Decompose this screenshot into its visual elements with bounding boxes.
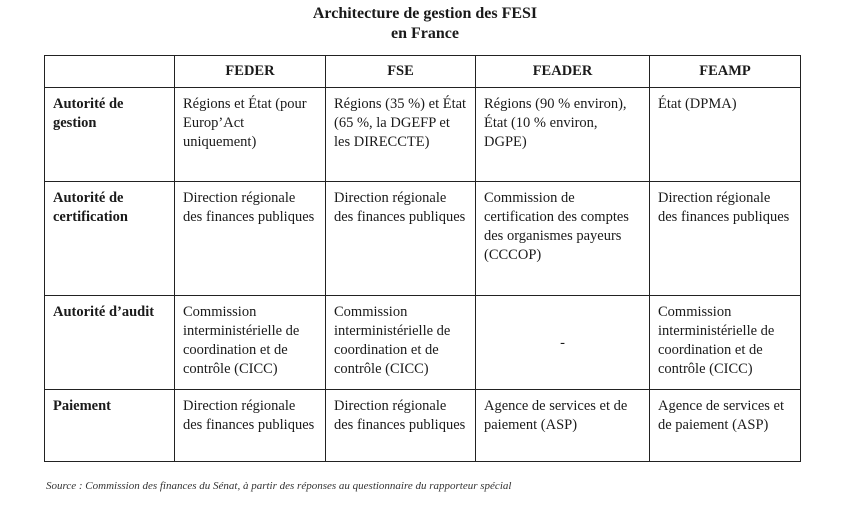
table-row-autorite-gestion bbox=[45, 88, 801, 182]
table-cell: Commission interministérielle de coordination et de contrôle (CICC) bbox=[326, 296, 476, 390]
table-cell: Commission interministérielle de coordination et de contrôle (CICC) bbox=[650, 296, 801, 390]
table-header-row bbox=[45, 56, 801, 88]
title-line-1: Architecture de gestion des FESI bbox=[312, 5, 538, 22]
table-row-paiement bbox=[45, 390, 801, 462]
table-cell: Direction régionale des finances publiques bbox=[650, 182, 801, 296]
table-cell: Direction régionale des finances publiques bbox=[175, 390, 326, 462]
row-label: Autorité d’audit bbox=[45, 296, 175, 390]
row-label: Autorité de gestion bbox=[45, 88, 175, 182]
table-cell: Commission de certification des comptes des organismes payeurs (CCCOP) bbox=[476, 182, 650, 296]
table-cell: Direction régionale des finances publiques bbox=[326, 182, 476, 296]
header-empty-cell bbox=[45, 56, 175, 88]
table-row-autorite-certification bbox=[45, 182, 801, 296]
table-cell: Agence de services et de paiement (ASP) bbox=[650, 390, 801, 462]
header-feder: FEDER bbox=[175, 56, 326, 88]
table-cell: Commission interministérielle de coordination et de contrôle (CICC) bbox=[175, 296, 326, 390]
table-row-autorite-audit bbox=[45, 296, 801, 390]
row-label: Paiement bbox=[45, 390, 175, 462]
table-cell: Régions (35 %) et État (65 %, la DGEFP et les DIRECCTE) bbox=[326, 88, 476, 182]
table-cell: Régions (90 % environ), État (10 % environ, DGPE) bbox=[476, 88, 650, 182]
source-note: Source : Commission des finances du Sénat, à partir des réponses au questionnaire du rapporteur spécial bbox=[46, 480, 512, 492]
title-line-2: en France bbox=[391, 25, 459, 42]
header-fse: FSE bbox=[326, 56, 476, 88]
document-title bbox=[0, 4, 850, 44]
table-cell-empty: - bbox=[476, 296, 650, 390]
table-cell: Direction régionale des finances publiques bbox=[326, 390, 476, 462]
header-feamp: FEAMP bbox=[650, 56, 801, 88]
table-cell: Agence de services et de paiement (ASP) bbox=[476, 390, 650, 462]
table-cell: Direction régionale des finances publiques bbox=[175, 182, 326, 296]
header-feader: FEADER bbox=[476, 56, 650, 88]
row-label: Autorité de certification bbox=[45, 182, 175, 296]
fesi-management-table bbox=[44, 55, 801, 462]
table-cell: Régions et État (pour Europ’Act uniquement) bbox=[175, 88, 326, 182]
table-cell: État (DPMA) bbox=[650, 88, 801, 182]
